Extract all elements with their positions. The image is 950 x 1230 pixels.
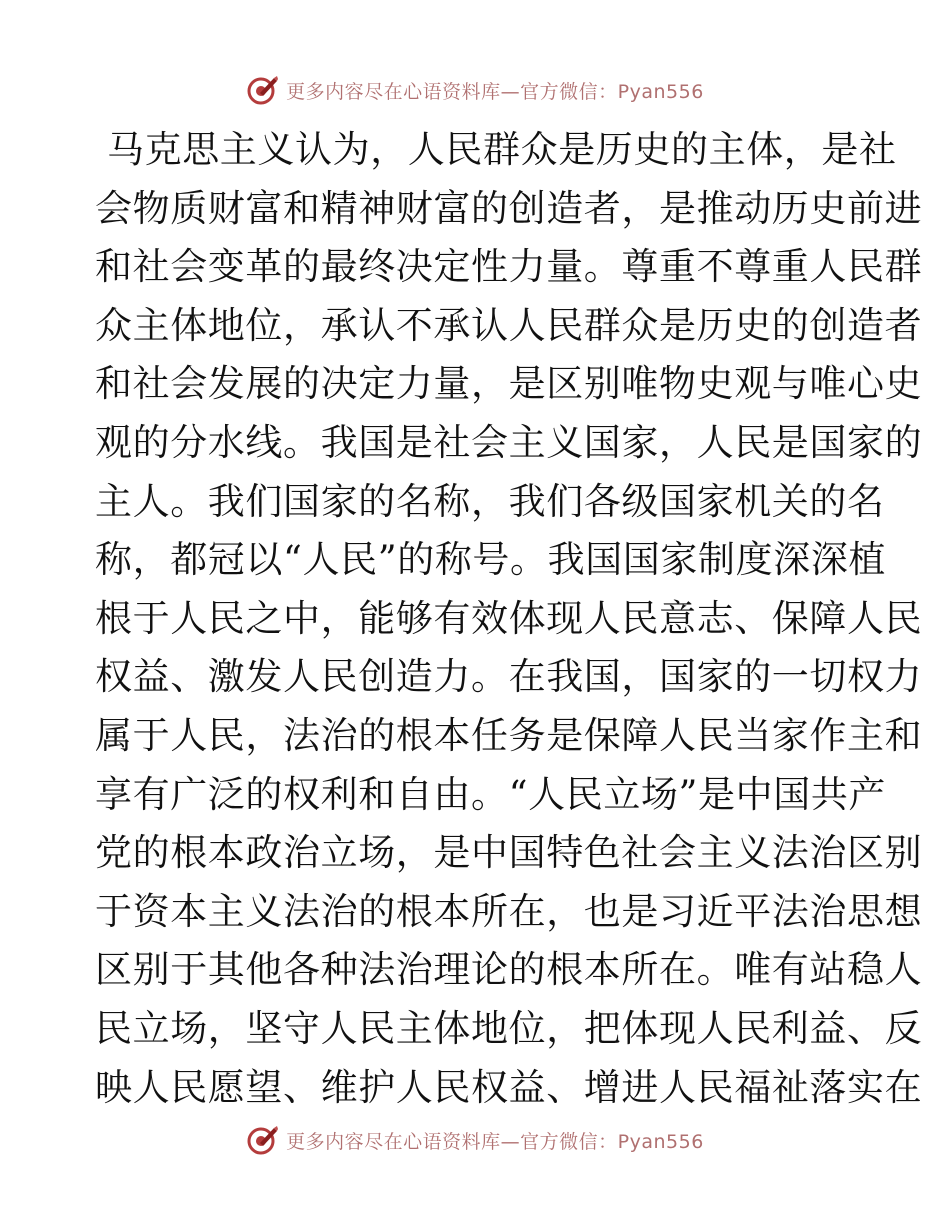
body-line: 于资本主义法治的根本所在，也是习近平法治思想 (95, 889, 923, 933)
body-line: 映人民愿望、维护人民权益、增进人民福祉落实在 (95, 1065, 923, 1109)
watermark-text: 更多内容尽在心语资料库—官方微信：Pyan556 (286, 80, 704, 103)
body-line: 享有广泛的权利和自由。“人民立场”是中国共产 (95, 772, 887, 816)
body-line: 称，都冠以“人民”的称号。我国国家制度深深植 (95, 538, 887, 582)
body-line: 党的根本政治立场，是中国特色社会主义法治区别 (95, 831, 923, 875)
body-line: 马克思主义认为，人民群众是历史的主体，是社 (107, 128, 897, 171)
body-line: 民立场，坚守人民主体地位，把体现人民利益、反 (95, 1006, 923, 1050)
body-line: 观的分水线。我国是社会主义国家，人民是国家的 (95, 420, 923, 464)
pen-nib-logo-icon (246, 73, 280, 107)
body-line: 和社会变革的最终决定性力量。尊重不尊重人民群 (95, 245, 923, 289)
body-line: 众主体地位，承认不承认人民群众是历史的创造者 (95, 303, 923, 347)
header-watermark (0, 70, 950, 110)
body-line: 根于人民之中，能够有效体现人民意志、保障人民 (95, 596, 923, 640)
body-line: 区别于其他各种法治理论的根本所在。唯有站稳人 (95, 948, 923, 992)
body-line: 和社会发展的决定力量，是区别唯物史观与唯心史 (95, 362, 923, 406)
document-body (95, 121, 923, 1117)
body-line: 权益、激发人民创造力。在我国，国家的一切权力 (95, 655, 923, 699)
body-line: 会物质财富和精神财富的创造者，是推动历史前进 (95, 186, 923, 230)
pen-nib-logo-icon (246, 1123, 280, 1157)
watermark-text: 更多内容尽在心语资料库—官方微信：Pyan556 (286, 1130, 704, 1153)
body-line: 属于人民，法治的根本任务是保障人民当家作主和 (95, 713, 923, 757)
body-line: 主人。我们国家的名称，我们各级国家机关的名 (95, 479, 885, 523)
footer-watermark (0, 1120, 950, 1160)
